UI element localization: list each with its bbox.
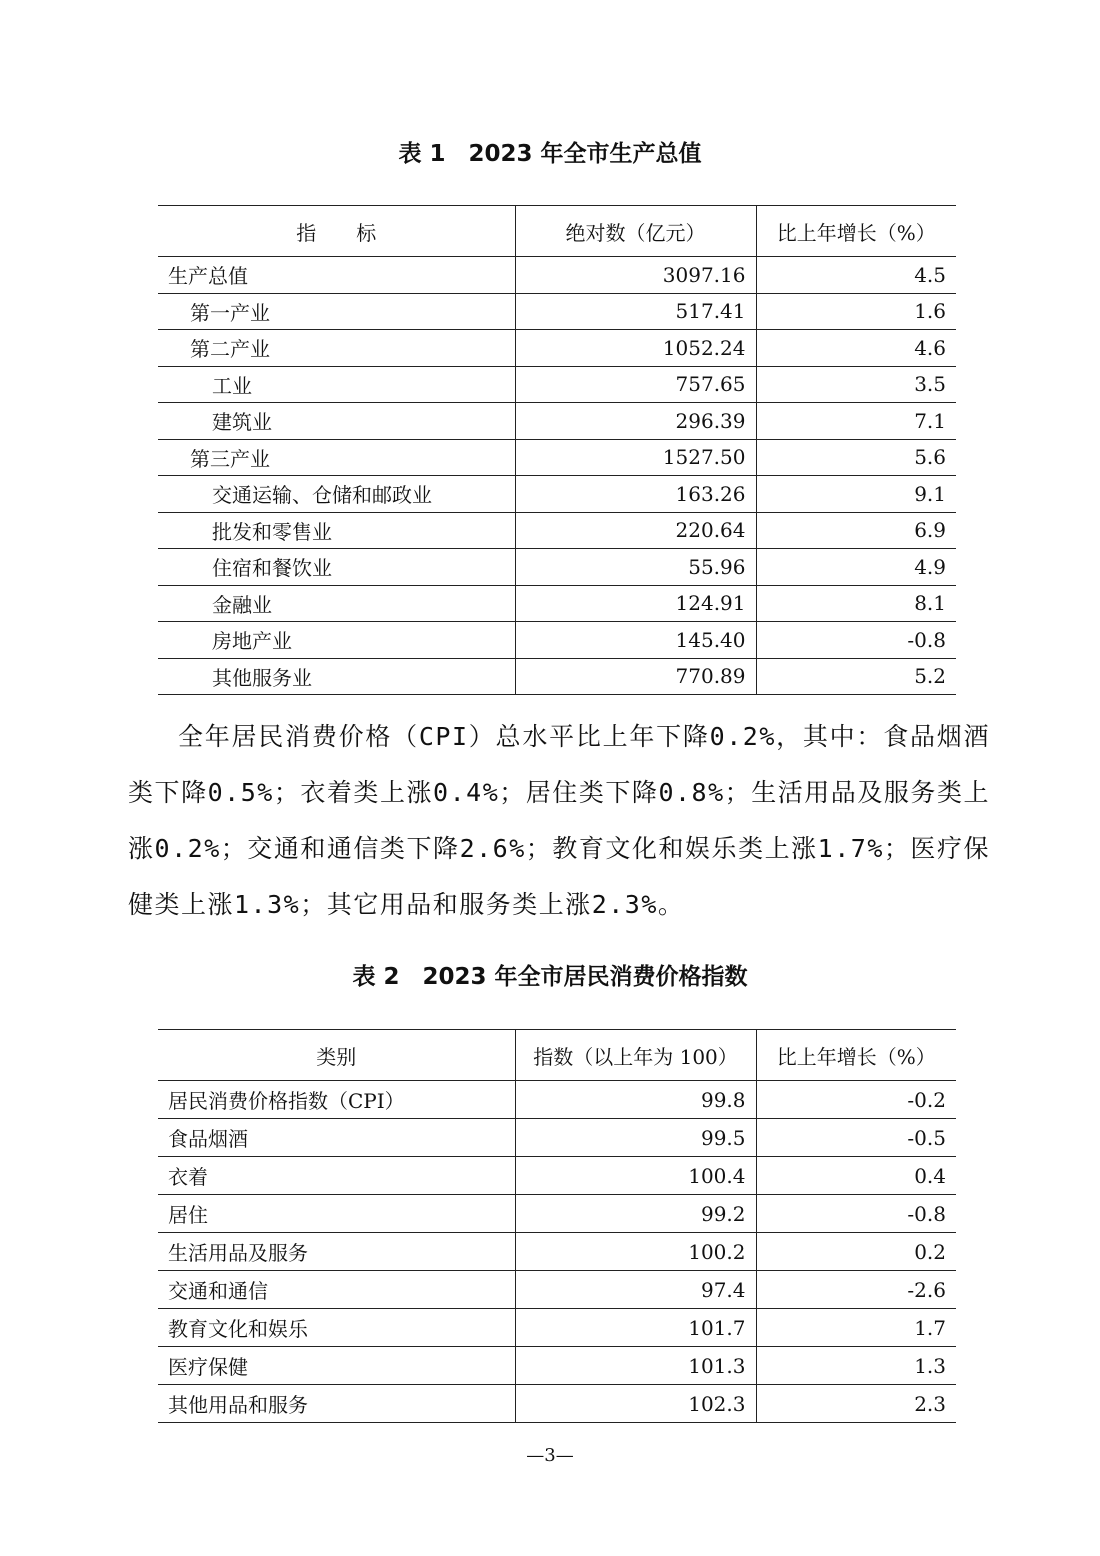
row-value: 145.40 [515,622,756,659]
row-growth: 1.3 [756,1347,956,1385]
row-value: 517.41 [515,293,756,330]
row-value: 55.96 [515,549,756,586]
table-header-row [158,1030,956,1081]
row-label: 教育文化和娱乐 [158,1309,515,1347]
row-growth: 9.1 [756,476,956,513]
row-label: 交通运输、仓储和邮政业 [158,476,515,513]
column-header-growth: 比上年增长（%） [756,1030,956,1081]
table-row [158,1271,956,1309]
row-label: 第三产业 [158,439,515,476]
row-value: 101.7 [515,1309,756,1347]
row-value: 100.4 [515,1157,756,1195]
row-label: 房地产业 [158,622,515,659]
row-label: 第一产业 [158,293,515,330]
column-header-index: 指数（以上年为 100） [515,1030,756,1081]
row-value: 99.8 [515,1081,756,1119]
row-value: 770.89 [515,658,756,695]
cpi-summary-paragraph: 全年居民消费价格（CPI）总水平比上年下降0.2%，其中：食品烟酒类下降0.5%；衣着类上涨0.4%；居住类下降0.8%；生活用品及服务类上涨0.2%；交通和通信类下降2.6%；教育文化和娱乐类上涨1.7%；医疗保健类上涨1.3%；其它用品和服务类上涨2.3%。 [128,722,990,919]
row-growth: 0.4 [756,1157,956,1195]
column-header-growth: 比上年增长（%） [756,206,956,257]
row-label: 交通和通信 [158,1271,515,1309]
row-value: 220.64 [515,512,756,549]
row-growth: 2.3 [756,1385,956,1423]
table2-title: 表 2 2023 年全市居民消费价格指数 [352,964,748,990]
column-header-absolute-value: 绝对数（亿元） [515,206,756,257]
table-row [158,403,956,440]
row-growth: 0.2 [756,1233,956,1271]
row-value: 163.26 [515,476,756,513]
table-row [158,1309,956,1347]
row-growth: 4.5 [756,257,956,294]
table-row [158,1385,956,1423]
table-row [158,512,956,549]
row-growth: 4.9 [756,549,956,586]
column-header-category: 类别 [158,1030,515,1081]
row-label: 住宿和餐饮业 [158,549,515,586]
table-row [158,366,956,403]
row-value: 101.3 [515,1347,756,1385]
row-growth: 3.5 [756,366,956,403]
row-growth: -0.2 [756,1081,956,1119]
row-growth: 1.6 [756,293,956,330]
row-value: 296.39 [515,403,756,440]
table-row [158,293,956,330]
row-label: 金融业 [158,585,515,622]
row-growth: 5.6 [756,439,956,476]
row-value: 100.2 [515,1233,756,1271]
row-value: 99.5 [515,1119,756,1157]
row-growth: -2.6 [756,1271,956,1309]
row-growth: -0.8 [756,622,956,659]
table-header-row [158,206,956,257]
table-row [158,476,956,513]
row-value: 99.2 [515,1195,756,1233]
table-row [158,1195,956,1233]
gdp-table [158,205,956,695]
row-label: 其他用品和服务 [158,1385,515,1423]
row-growth: 7.1 [756,403,956,440]
row-label: 第二产业 [158,330,515,367]
table-row [158,1233,956,1271]
row-label: 生产总值 [158,257,515,294]
row-label: 批发和零售业 [158,512,515,549]
row-label: 其他服务业 [158,658,515,695]
table-row [158,622,956,659]
table-row [158,1081,956,1119]
table-row [158,1157,956,1195]
row-growth: 4.6 [756,330,956,367]
row-value: 124.91 [515,585,756,622]
row-growth: 8.1 [756,585,956,622]
row-growth: 6.9 [756,512,956,549]
row-growth: 1.7 [756,1309,956,1347]
table1-title: 表 1 2023 年全市生产总值 [398,141,702,167]
row-label: 医疗保健 [158,1347,515,1385]
page-number: —3— [526,1445,574,1466]
table-row [158,1347,956,1385]
table-row [158,658,956,695]
row-label: 食品烟酒 [158,1119,515,1157]
row-value: 1052.24 [515,330,756,367]
row-label: 工业 [158,366,515,403]
table-row [158,257,956,294]
table-row [158,439,956,476]
row-growth: -0.8 [756,1195,956,1233]
table-row [158,330,956,367]
cpi-table [158,1029,956,1423]
row-value: 757.65 [515,366,756,403]
row-value: 102.3 [515,1385,756,1423]
row-label: 居住 [158,1195,515,1233]
row-growth: -0.5 [756,1119,956,1157]
row-label: 生活用品及服务 [158,1233,515,1271]
row-label: 建筑业 [158,403,515,440]
table-row [158,549,956,586]
row-growth: 5.2 [756,658,956,695]
row-value: 1527.50 [515,439,756,476]
row-value: 3097.16 [515,257,756,294]
row-label: 居民消费价格指数（CPI） [158,1081,515,1119]
row-label: 衣着 [158,1157,515,1195]
row-value: 97.4 [515,1271,756,1309]
column-header-indicator: 指 标 [158,206,515,257]
table-row [158,585,956,622]
table-row [158,1119,956,1157]
